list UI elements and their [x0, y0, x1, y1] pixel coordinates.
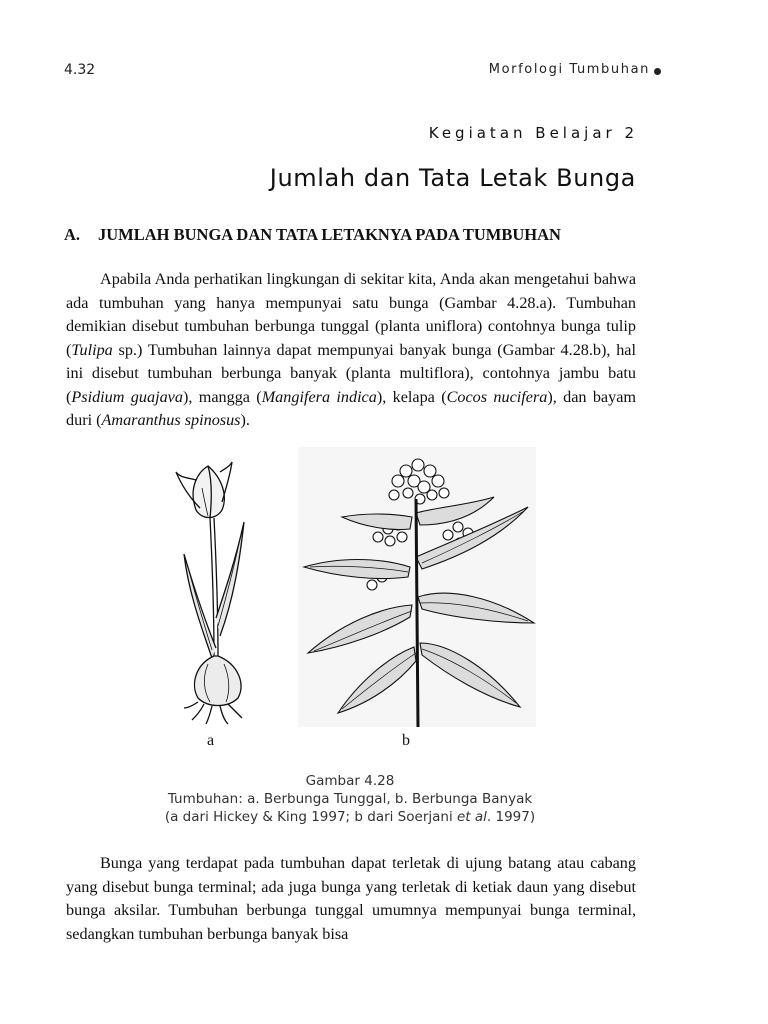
text-run: (a dari Hickey & King 1997; b dari Soerjani: [164, 809, 457, 825]
caption-title: Tumbuhan: a. Berbunga Tunggal, b. Berbunga Banyak: [167, 791, 533, 807]
species-name: Tulipa: [71, 340, 113, 359]
running-title: Morfologi Tumbuhan: [488, 62, 650, 77]
page-number: 4.32: [64, 62, 96, 78]
figure-caption: [80, 772, 620, 826]
activity-kicker: Kegiatan Belajar 2: [428, 124, 638, 142]
page-title: Jumlah dan Tata Letak Bunga: [269, 164, 636, 192]
text-run: . 1997): [486, 809, 536, 825]
bullet-icon: [654, 68, 661, 75]
tulip-illustration: [168, 458, 268, 726]
text-run: ).: [240, 411, 250, 429]
section-number: A.: [64, 225, 81, 244]
paragraph-placement: [66, 852, 636, 946]
section-title: JUMLAH BUNGA DAN TATA LETAKNYA PADA TUMBUHAN: [98, 225, 561, 244]
species-name: Psidium guajava: [71, 387, 183, 406]
text-run: ), kelapa (: [376, 387, 447, 406]
section-heading: [64, 225, 561, 245]
species-name: Cocos nucifera: [446, 387, 548, 406]
figure-label-b: b: [402, 732, 410, 749]
caption-source: [80, 808, 620, 826]
text-run: sp.) Tumbuhan lainnya dapat mempunyai banyak bunga (Gambar 4.28.b), hal ini disebut tumbuhan berbunga banyak (planta multiflora), contohnya jambu batu (: [66, 340, 636, 406]
text-run: ), dan bayam duri (: [66, 387, 636, 429]
text-run: Apabila Anda perhatikan lingkungan di sekitar kita, Anda akan mengetahui bahwa ada tumbuhan yang hanya mempunyai satu bunga (Gambar 4.28.a). Tumbuhan demikian disebut tumbuhan berbunga tunggal (planta uniflora) contohnya bunga tulip (: [66, 270, 636, 359]
multiflora-illustration: [298, 447, 536, 727]
caption-number: Gambar 4.28: [305, 773, 395, 789]
species-name: Mangifera indica: [261, 387, 377, 406]
paragraph-intro: [66, 268, 636, 433]
figure-label-a: a: [207, 732, 215, 749]
species-name: Amaranthus spinosus: [101, 411, 241, 429]
text-run-italic: et al: [457, 809, 487, 825]
paragraph-text: Bunga yang terdapat pada tumbuhan dapat terletak di ujung batang atau cabang yang disebut bunga terminal; ada juga bunga yang terletak di ketiak daun yang disebut bunga aksilar. Tumbuhan berbunga tunggal umumnya mempunyai bunga terminal, sedangkan tumbuhan berbunga banyak bisa: [66, 854, 636, 943]
text-run: ), mangga (: [182, 387, 262, 406]
